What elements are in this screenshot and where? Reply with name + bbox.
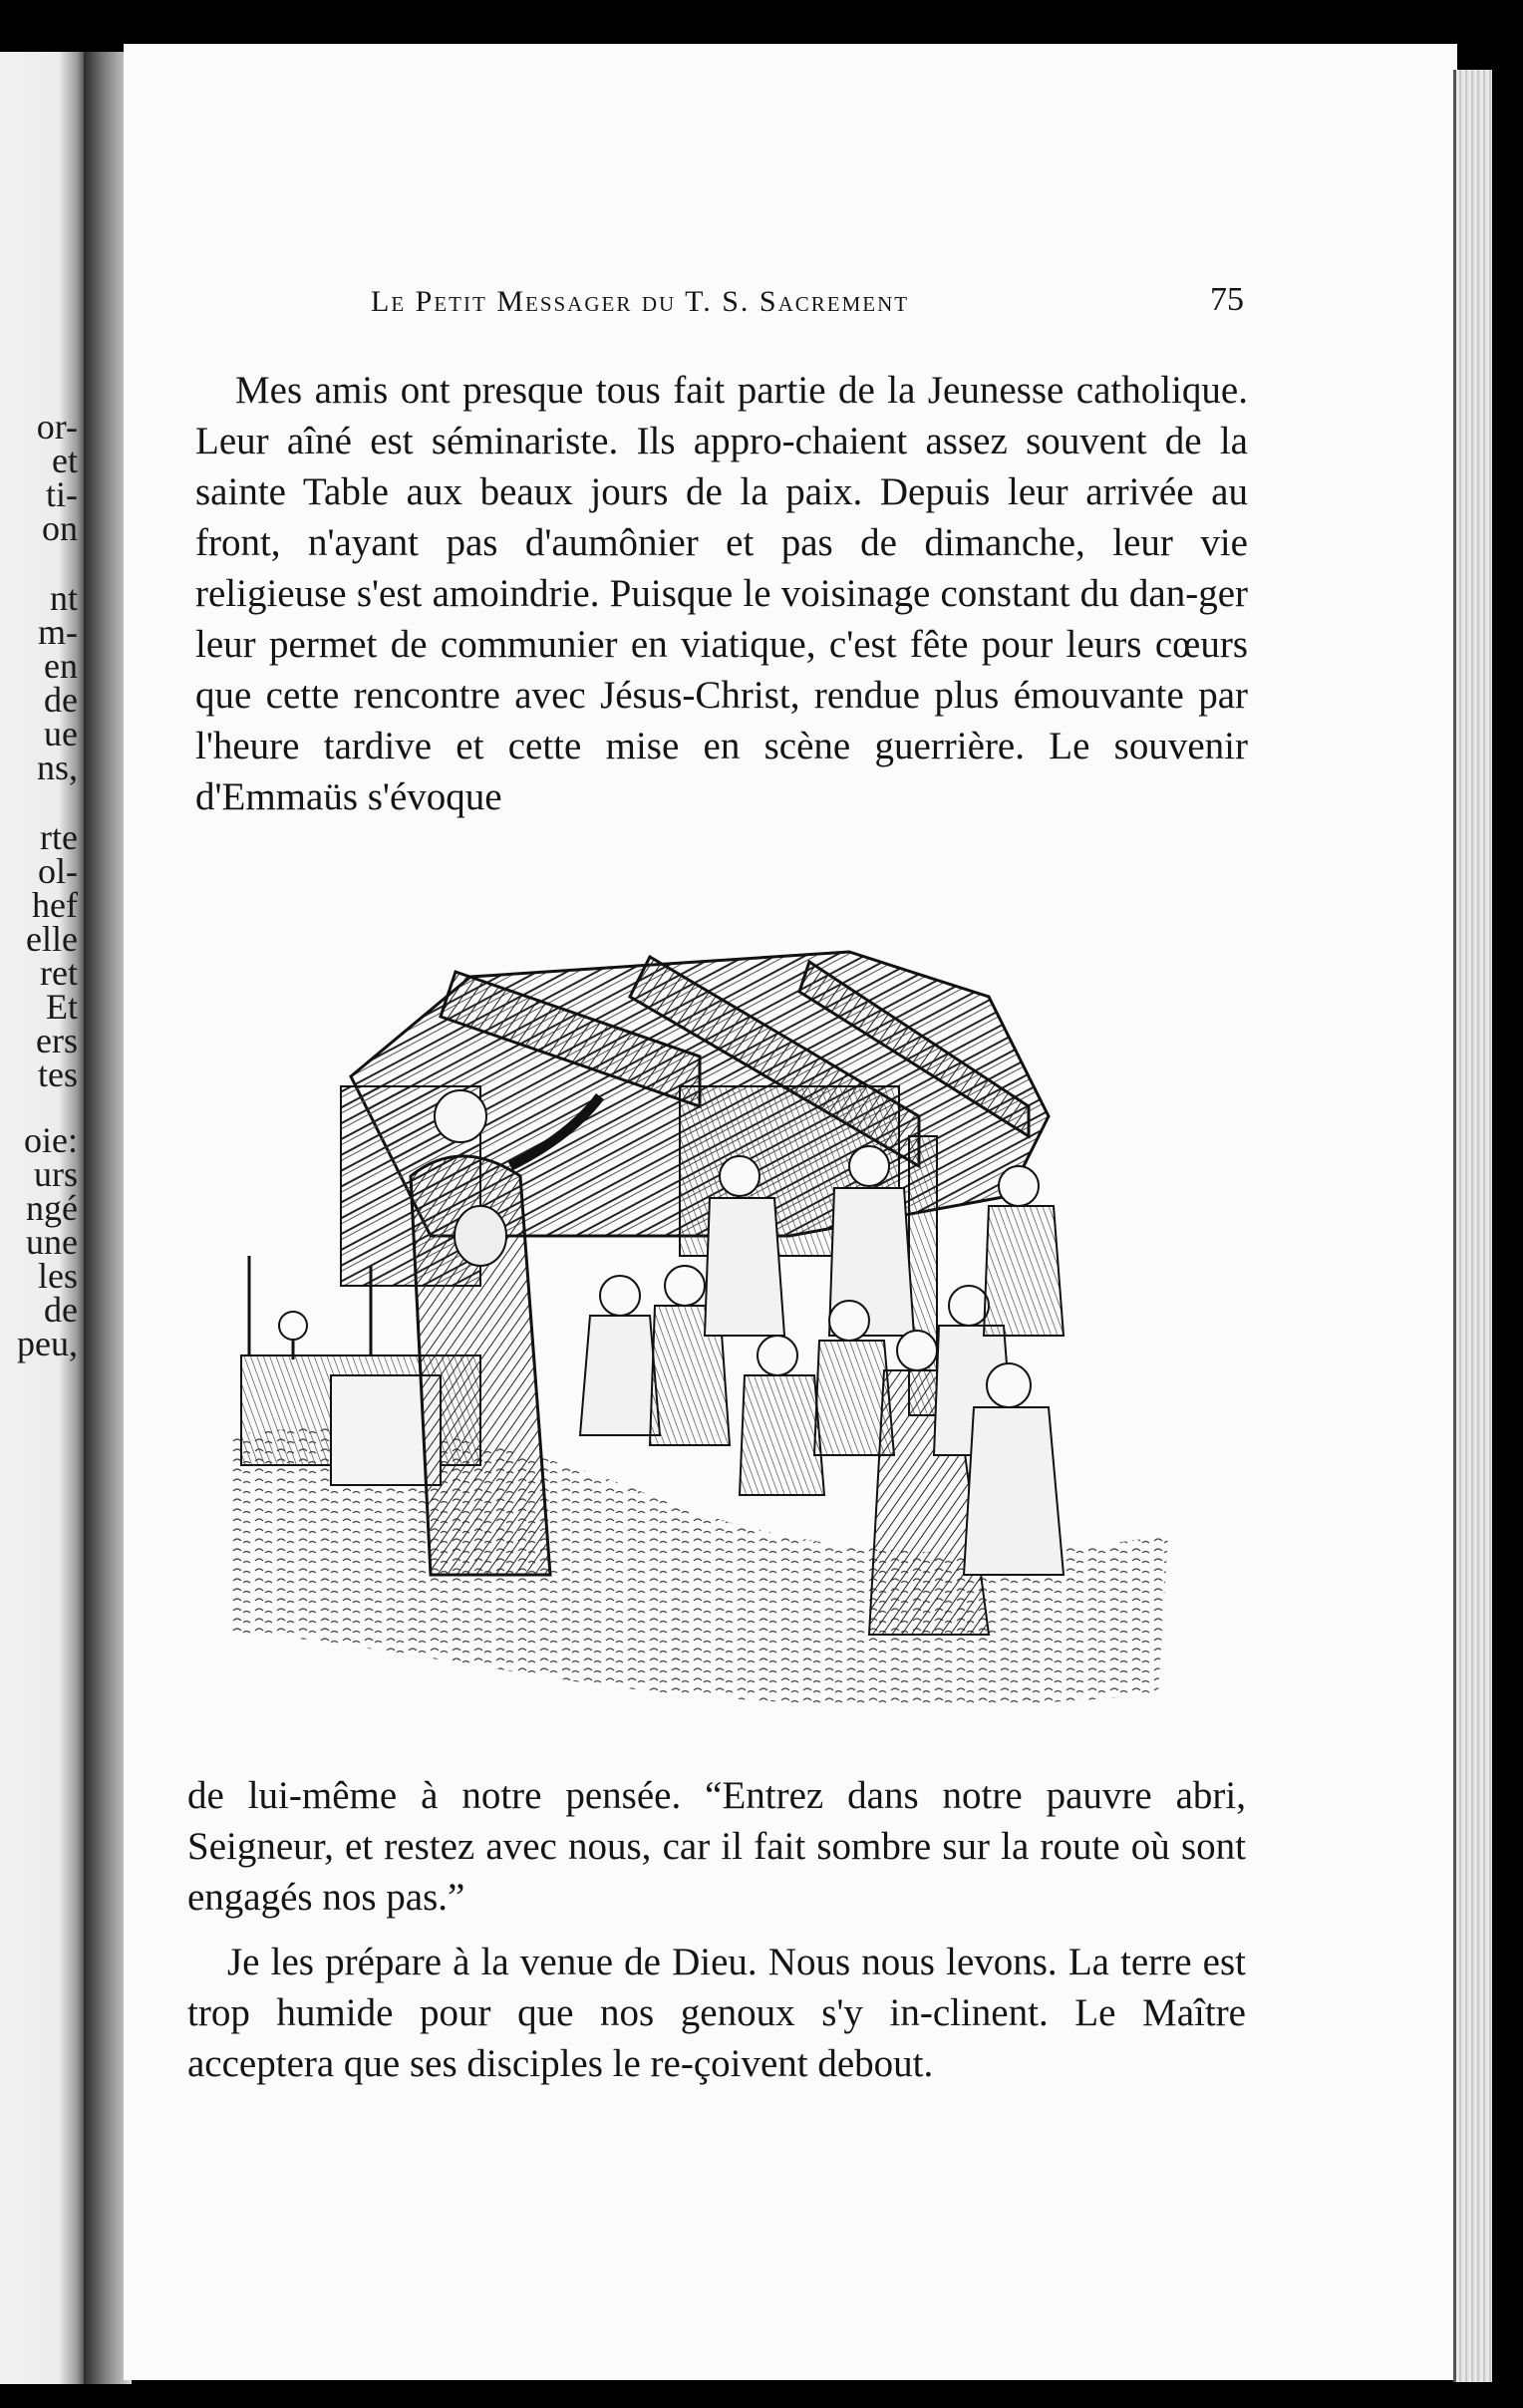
- paragraph: Je les prépare à la venue de Dieu. Nous nous levons. La terre est trop humide pour que nos genoux s'y in-clinent. Le Maître acceptera que ses disciples le re-çoivent debout.: [187, 1941, 1246, 2085]
- paragraph-continued: de lui-même à notre pensée. “Entrez dans notre pauvre abri, Seigneur, et restez avec nous, car il fait sombre sur la route où sont engagés nos pas.”: [187, 1774, 1246, 1919]
- left-page-fragment: on: [42, 508, 78, 548]
- left-page-fragment: oie:: [24, 1120, 78, 1160]
- left-page-fragment: ue: [44, 714, 78, 753]
- left-page-fragment: or-: [36, 407, 78, 447]
- left-page-fragment: en: [44, 646, 78, 686]
- text-block-top: [195, 365, 1248, 822]
- left-page-fragment: ret: [40, 953, 78, 993]
- left-page-fragment: ol-: [38, 851, 78, 891]
- text-block-bottom: [187, 1770, 1246, 2089]
- left-page-fragment: ngé: [26, 1188, 78, 1228]
- left-page-fragment: tes: [38, 1054, 78, 1094]
- soldier-figure: [580, 1276, 660, 1435]
- left-page-fragment: de: [44, 1290, 78, 1330]
- soldier-figure: [740, 1336, 824, 1495]
- left-page-fragment: ti-: [46, 474, 78, 514]
- left-page-fragment: de: [44, 680, 78, 720]
- left-page-fragment: rte: [40, 817, 78, 857]
- page-number: 75: [1210, 281, 1244, 318]
- left-page-fragment: les: [38, 1256, 78, 1296]
- left-page-fragment: peu,: [17, 1324, 78, 1363]
- running-head-title: Le Petit Messager du T. S. Sacrement: [371, 285, 910, 318]
- left-page-fragment: et: [52, 441, 78, 480]
- left-page-fragment: ns,: [36, 748, 78, 787]
- mass-in-barn-illustration: [231, 937, 1178, 1714]
- left-page-fragment: Et: [46, 987, 78, 1027]
- paragraph: Mes amis ont presque tous fait partie de la Jeunesse catholique. Leur aîné est séminariste. Ils appro-chaient assez souvent de la sainte Table aux beaux jours de la paix. Depuis leur arrivée au front, n'ayant pas d'aumônier et pas de dimanche, leur vie religieuse s'est amoindrie. Puisque le voisinage constant du dan-ger leur permet de communier en viatique, c'est fête pour leurs cœurs que cette rencontre avec Jésus-Christ, rendue plus émouvante par l'heure tardive et cette mise en scène guerrière. Le souvenir d'Emmaüs s'évoque: [195, 369, 1248, 818]
- left-page-edge: [0, 52, 84, 2384]
- left-page-fragment: une: [26, 1222, 78, 1262]
- left-page-fragment: hef: [32, 885, 78, 925]
- left-page-fragment: elle: [26, 919, 78, 959]
- left-page-fragment: ers: [36, 1021, 78, 1060]
- page-block-edge: [1453, 70, 1492, 2382]
- left-page-fragment: nt: [49, 578, 78, 618]
- left-page-fragment: m-: [38, 612, 78, 652]
- left-page-fragment: urs: [34, 1154, 78, 1194]
